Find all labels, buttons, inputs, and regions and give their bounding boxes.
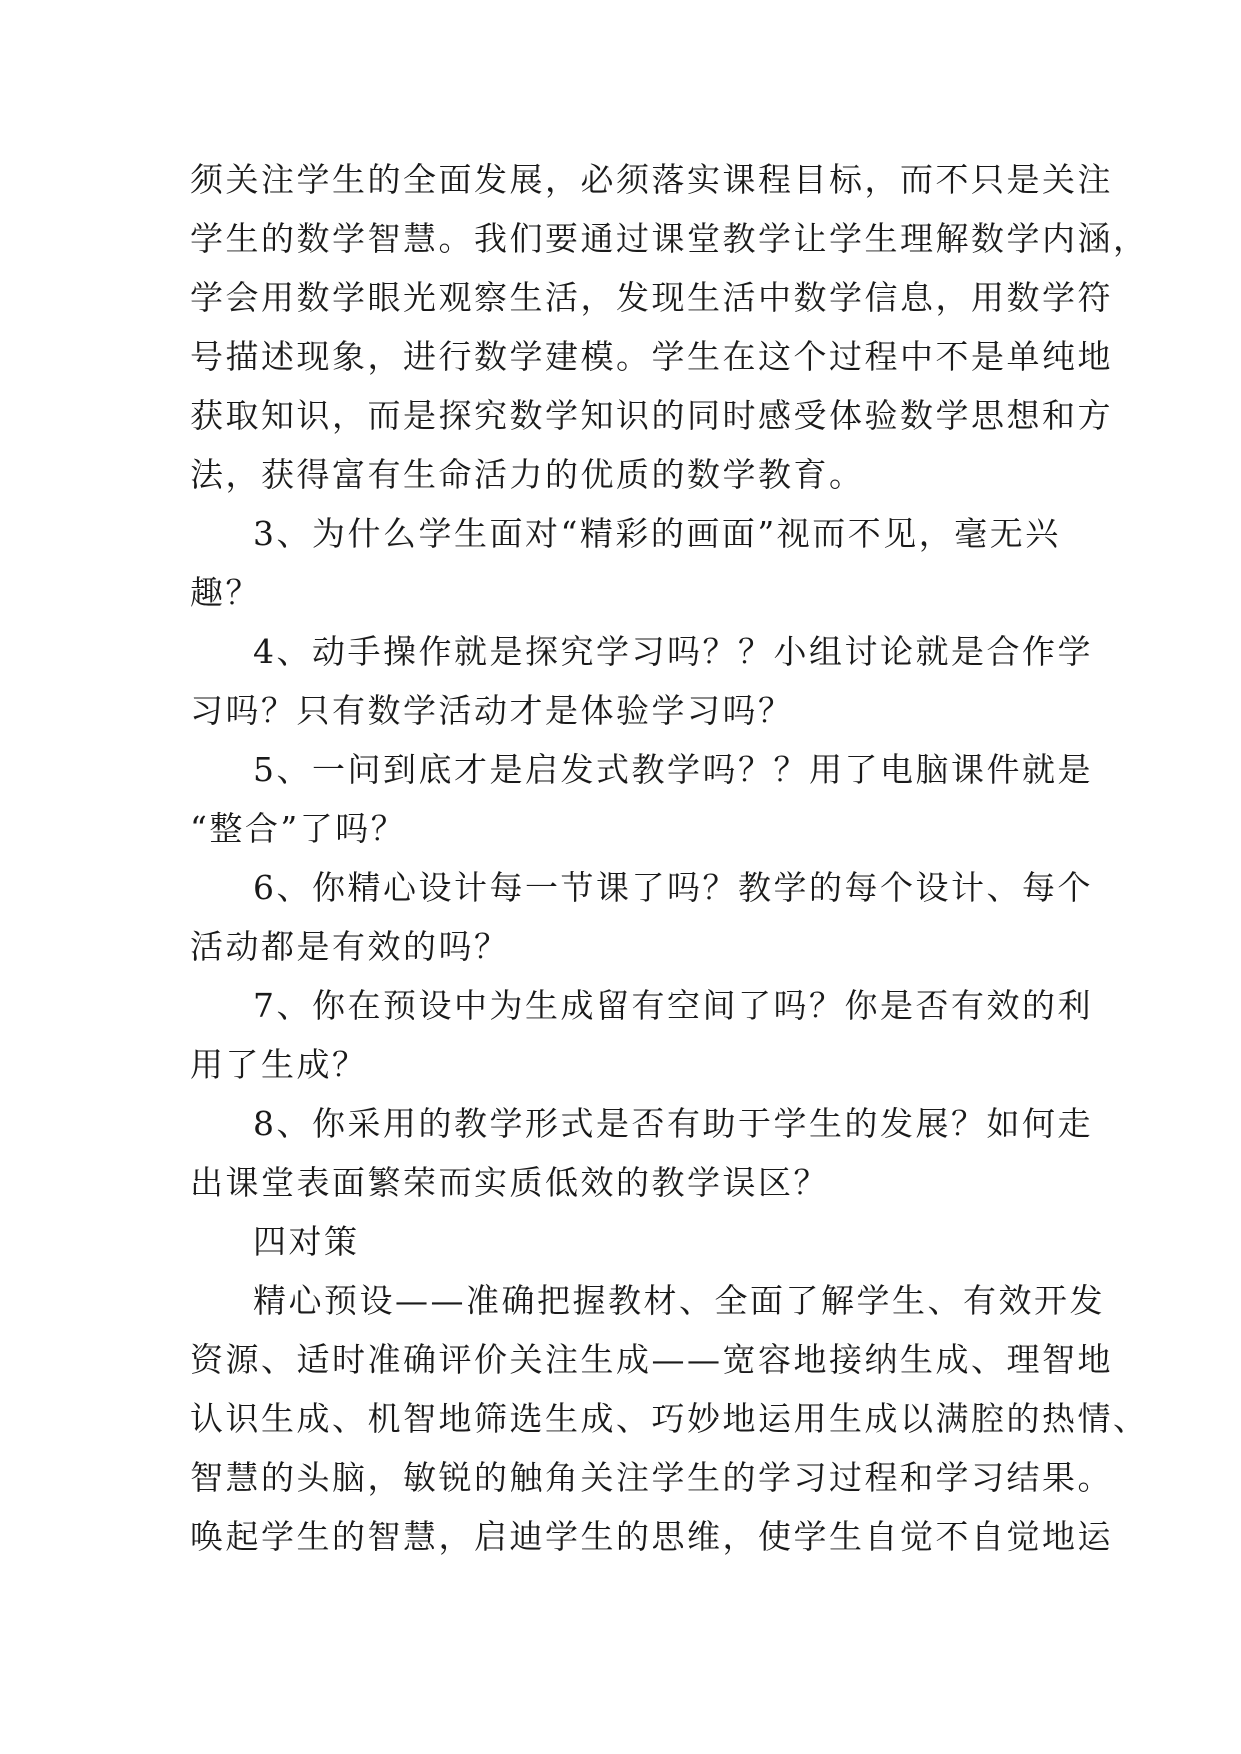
text-line: 资源、适时准确评价关注生成——宽容地接纳生成、理智地 xyxy=(190,1340,1113,1379)
text-line: 认识生成、机智地筛选生成、巧妙地运用生成以满腔的热情、 xyxy=(190,1399,1149,1438)
text-line: 习吗？只有数学活动才是体验学习吗？ xyxy=(190,691,794,730)
text-line: 号描述现象，进行数学建模。学生在这个过程中不是单纯地 xyxy=(190,337,1113,376)
text-line: 精心预设——准确把握教材、全面了解学生、有效开发 xyxy=(253,1281,1105,1320)
text-line: 趣？ xyxy=(190,573,261,612)
text-line: 出课堂表面繁荣而实质低效的教学误区？ xyxy=(190,1163,829,1202)
question-7: 7、你在预设中为生成留有空间了吗？你是否有效的利 xyxy=(253,986,1093,1025)
text-line: 法，获得富有生命活力的优质的数学教育。 xyxy=(190,455,865,494)
question-5: 5、一问到底才是启发式教学吗？？用了电脑课件就是 xyxy=(253,750,1093,789)
text-line: 须关注学生的全面发展，必须落实课程目标，而不只是关注 xyxy=(190,160,1113,199)
text-line: 活动都是有效的吗？ xyxy=(190,927,510,966)
text-line: 唤起学生的智慧，启迪学生的思维，使学生自觉不自觉地运 xyxy=(190,1517,1113,1556)
text-line: “整合”了吗？ xyxy=(190,809,407,848)
text-line: 用了生成？ xyxy=(190,1045,368,1084)
text-line: 智慧的头脑，敏锐的触角关注学生的学习过程和学习结果。 xyxy=(190,1458,1113,1497)
question-4: 4、动手操作就是探究学习吗？？小组讨论就是合作学 xyxy=(253,632,1093,671)
text-line: 学生的数学智慧。我们要通过课堂教学让学生理解数学内涵， xyxy=(190,219,1149,258)
section-heading: 四对策 xyxy=(253,1222,360,1261)
text-line: 获取知识，而是探究数学知识的同时感受体验数学思想和方 xyxy=(190,396,1113,435)
body-text xyxy=(190,160,1149,1576)
question-3: 3、为什么学生面对“精彩的画面”视而不见，毫无兴 xyxy=(253,514,1061,553)
question-6: 6、你精心设计每一节课了吗？教学的每个设计、每个 xyxy=(253,868,1093,907)
question-8: 8、你采用的教学形式是否有助于学生的发展？如何走 xyxy=(253,1104,1093,1143)
text-line: 学会用数学眼光观察生活，发现生活中数学信息，用数学符 xyxy=(190,278,1113,317)
